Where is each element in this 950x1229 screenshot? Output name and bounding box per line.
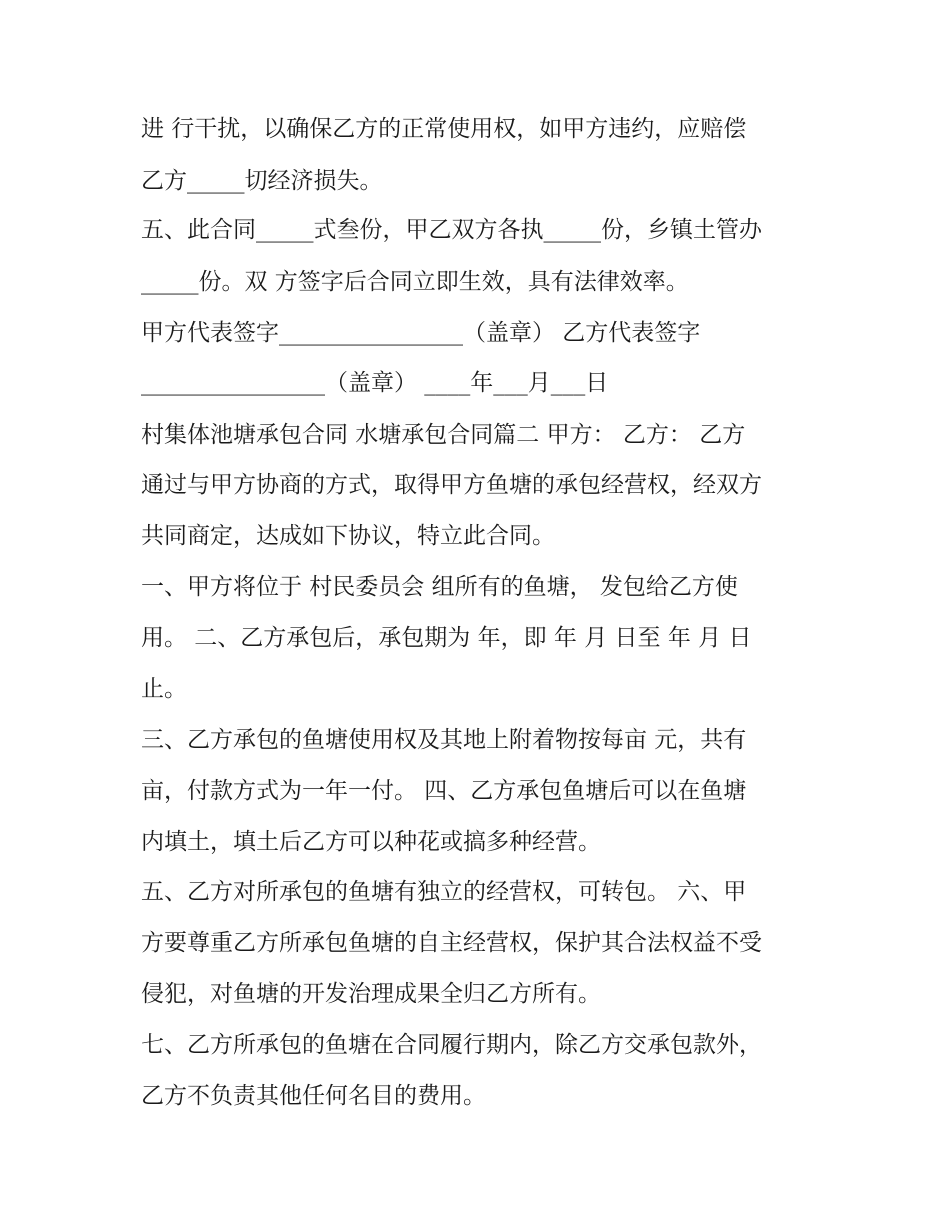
text-line: 内填土，填土后乙方可以种花或搞多种经营。 (141, 829, 601, 855)
text-line: _____份。双 方签字后合同立即生效，具有法律效率。 (141, 269, 689, 295)
text-line: 七、乙方所承包的鱼塘在合同履行期内，除乙方交承包款外， (141, 1032, 762, 1058)
text-line: 一、甲方将位于 村民委员会 组所有的鱼塘， 发包给乙方使 (141, 574, 738, 600)
text-line: 止。 (141, 676, 187, 702)
text-line: 共同商定，达成如下协议，特立此合同。 (141, 523, 555, 549)
text-line: 亩，付款方式为一年一付。 四、乙方承包鱼塘后可以在鱼塘 (141, 778, 747, 804)
text-line: 五、乙方对所承包的鱼塘有独立的经营权，可转包。 六、甲 (141, 879, 747, 905)
text-line: 侵犯，对鱼塘的开发治理成果全归乙方所有。 (141, 981, 601, 1007)
text-line: 三、乙方承包的鱼塘使用权及其地上附着物按每亩 元，共有 (141, 727, 747, 753)
text-line: 用。 二、乙方承包后，承包期为 年，即 年 月 日至 年 月 日 (141, 625, 752, 651)
text-line: 村集体池塘承包合同 水塘承包合同篇二 甲方： 乙方： 乙方 (141, 422, 746, 448)
text-line: 乙方不负责其他任何名目的费用。 (141, 1083, 486, 1109)
text-line: 进 行干扰，以确保乙方的正常使用权，如甲方违约，应赔偿 (141, 116, 747, 142)
text-line: ________________（盖章） ____年___月___日 (141, 370, 609, 396)
text-line: 通过与甲方协商的方式，取得甲方鱼塘的承包经营权，经双方 (141, 472, 762, 498)
text-line: 乙方_____切经济损失。 (141, 168, 383, 194)
text-line: 方要尊重乙方所承包鱼塘的自主经营权，保护其合法权益不受 (141, 930, 762, 956)
text-line: 甲方代表签字________________（盖章） 乙方代表签字 (141, 320, 701, 346)
text-line: 五、此合同_____式叁份，甲乙双方各执_____份，乡镇土管办 (141, 217, 762, 243)
